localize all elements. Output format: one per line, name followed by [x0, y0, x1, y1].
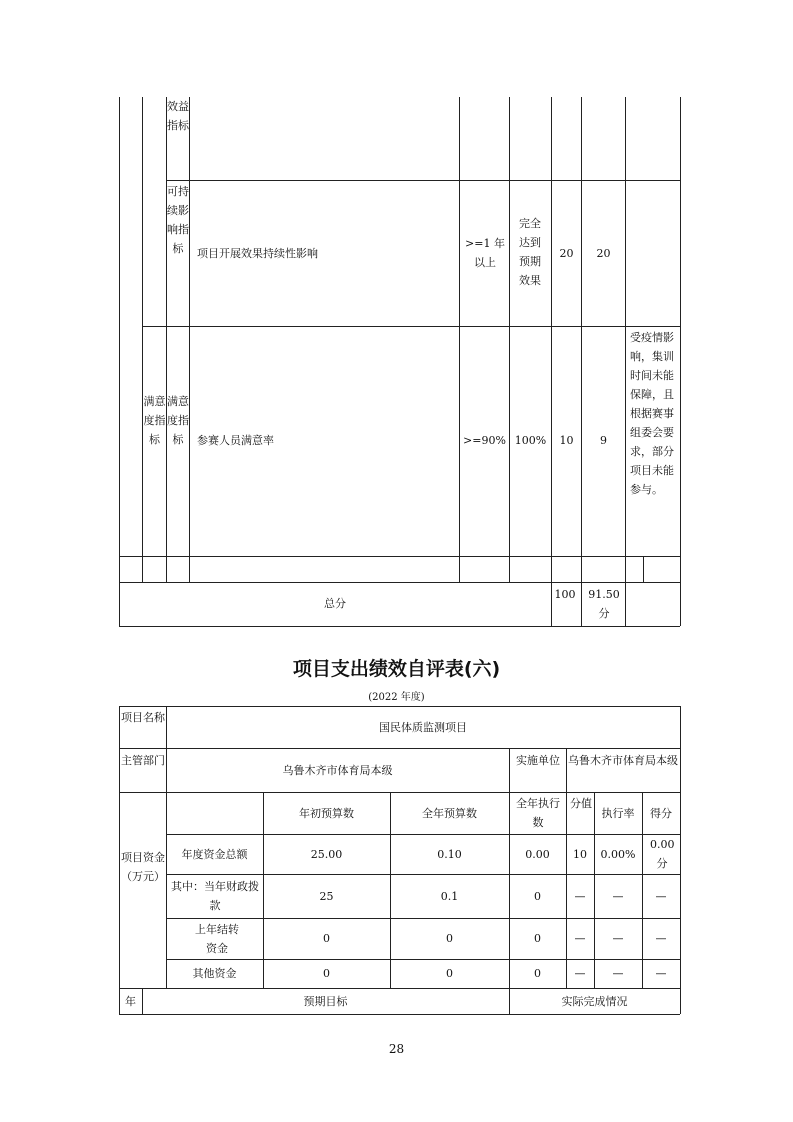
satisfaction-target: >=90%: [463, 434, 506, 447]
sustain-weight: 20: [559, 247, 574, 260]
exec-unit-value: 乌鲁木齐市体育局本级: [568, 754, 678, 767]
funds-row-annual: 0.10: [437, 848, 462, 861]
funds-row-executed: 0: [534, 932, 541, 945]
funds-row-executed: 0: [534, 967, 541, 980]
sustain-target: >=1 年以上: [465, 237, 505, 269]
funds-row-initial: 0: [323, 967, 330, 980]
funds-row-score: —: [655, 932, 667, 945]
funds-row-annual: 0.1: [440, 890, 459, 903]
funds-row-rate: —: [612, 932, 624, 945]
benefit-subcategory: 效益指标: [167, 100, 189, 132]
funds-row-initial: 0: [323, 932, 330, 945]
funds-row-weight: 10: [573, 848, 587, 861]
funds-row-rate: —: [612, 890, 624, 903]
funds-row-score: 0.00分: [650, 838, 675, 870]
funds-row-label: 其他资金: [192, 967, 237, 980]
funds-row-initial: 25.00: [310, 848, 343, 861]
header-executed: 全年执行数: [516, 797, 560, 829]
funds-row-rate: 0.00%: [600, 848, 636, 861]
total-score: 91.50分: [588, 588, 620, 620]
funds-row-executed: 0: [534, 890, 541, 903]
total-label: 总分: [324, 597, 346, 610]
funds-row-score: —: [655, 890, 667, 903]
sustain-score: 20: [596, 247, 611, 260]
exec-unit-label: 实施单位: [516, 754, 560, 767]
satisfaction-category: 满意度指标: [143, 395, 166, 446]
satisfaction-actual: 100%: [514, 434, 547, 447]
sustain-indicator: 项目开展效果持续性影响: [197, 247, 318, 260]
project-name: 国民体质监测项目: [379, 721, 467, 734]
satisfaction-weight: 10: [559, 434, 574, 447]
header-exec-rate: 执行率: [601, 807, 635, 820]
dept-value: 乌鲁木齐市体育局本级: [282, 764, 393, 777]
header-annual-budget: 全年预算数: [422, 807, 477, 820]
project-name-label: 项目名称: [121, 711, 165, 724]
total-weight: 100: [554, 588, 576, 601]
funds-row-label: 年度资金总额: [181, 848, 248, 861]
header-initial-budget: 年初预算数: [299, 807, 354, 820]
sustain-subcategory: 可持续影响指标: [167, 185, 189, 255]
page-number: 28: [388, 1042, 405, 1056]
funds-label: 项目资金（万元）: [121, 851, 165, 883]
funds-row-initial: 25: [319, 890, 334, 903]
funds-row-annual: 0: [446, 967, 453, 980]
funds-row-weight: —: [574, 890, 586, 903]
funds-row-executed: 0.00: [525, 848, 550, 861]
funds-row-label: 其中：当年财政拨款: [171, 880, 259, 912]
funds-row-annual: 0: [446, 932, 453, 945]
satisfaction-indicator: 参赛人员满意率: [197, 434, 274, 447]
table-year: (2022 年度): [368, 692, 425, 703]
goal-actual-label: 实际完成情况: [561, 995, 628, 1008]
dept-label: 主管部门: [121, 754, 165, 767]
goal-year-label: 年: [125, 995, 136, 1008]
satisfaction-score: 9: [600, 434, 607, 447]
table-title: 项目支出绩效自评表(六): [292, 658, 501, 680]
goal-planned-label: 预期目标: [303, 995, 348, 1008]
funds-row-score: —: [655, 967, 667, 980]
header-score: 得分: [650, 807, 672, 820]
funds-row-weight: —: [574, 967, 586, 980]
funds-row-weight: —: [574, 932, 586, 945]
satisfaction-subcategory: 满意度指标: [167, 395, 189, 446]
satisfaction-note: 受疫情影响，集训时间未能保障，且根据赛事组委会要求，部分项目未能参与。: [630, 331, 674, 496]
header-weight: 分值: [570, 797, 592, 810]
sustain-actual: 完全达到预期效果: [519, 217, 541, 287]
funds-row-rate: —: [612, 967, 624, 980]
funds-row-label: 上年结转资金: [195, 923, 239, 955]
